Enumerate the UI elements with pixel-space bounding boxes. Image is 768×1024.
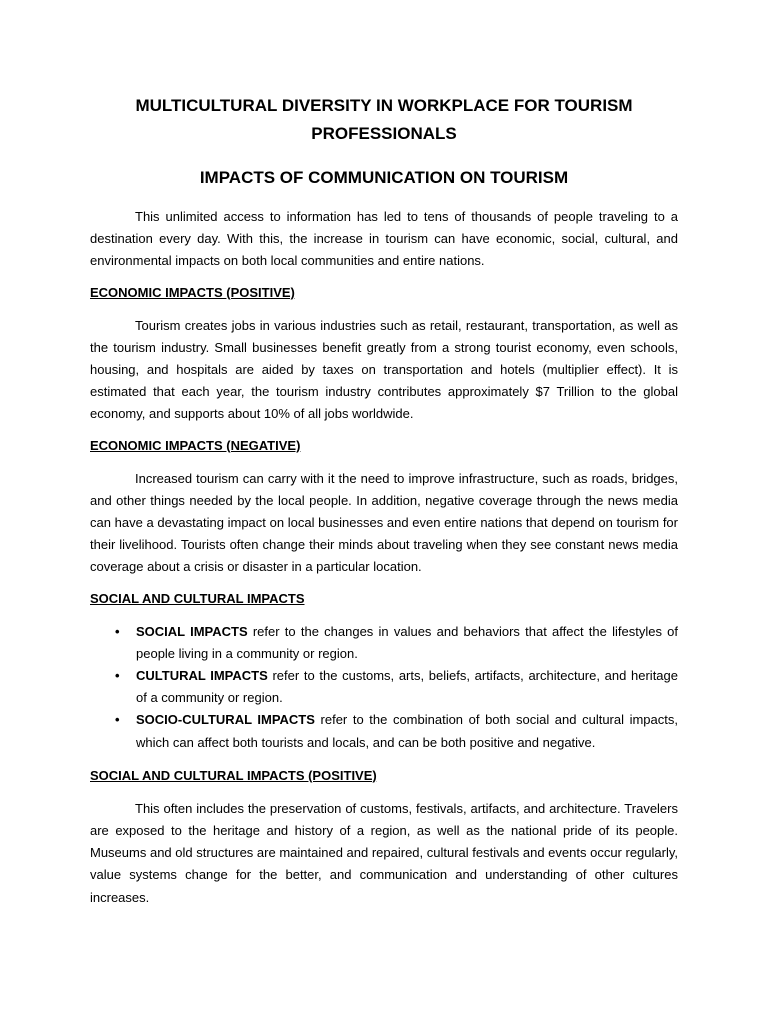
bullet-item-cultural-impacts [90,665,678,709]
section-heading-social-cultural-positive: SOCIAL AND CULTURAL IMPACTS (POSITIVE) [90,767,377,783]
bullet-icon: • [115,668,120,684]
document-title-line-2: PROFESSIONALS [311,124,457,143]
section-paragraph-social-cultural-positive: This often includes the preservation of customs, festivals, artifacts, and architecture. Travelers are exposed to the heritage and history of a region, as well as the national pride of its people. Museums and old structures are maintained and repaired, cultural festivals and events occur regularly, value systems change for the better, and communication and understanding of other cultures increases. [90,800,678,905]
bullet-text: refer to the customs, arts, beliefs, artifacts, architecture, and heritage of a community or region. [136,668,678,706]
bullet-text: refer to the changes in values and behaviors that affect the lifestyles of people living in a community or region. [136,623,678,661]
section-paragraph-economic-negative: Increased tourism can carry with it the need to improve infrastructure, such as roads, bridges, and other things needed by the local people. In addition, negative coverage through the news media can have a devastating impact on local businesses and even entire nations that depend on tourism for their livelihood. Tourists often change their minds about traveling when they see constant news media coverage about a crisis or disaster in a particular location. [90,470,678,575]
social-cultural-bullet-list [90,621,678,754]
bullet-icon: • [115,623,120,639]
bullet-item-socio-cultural-impacts [90,709,678,753]
intro-paragraph: This unlimited access to information has led to tens of thousands of people traveling to a destination every day. With this, the increase in tourism can have economic, social, cultural, and environmental impacts on both local communities and entire nations. [90,209,678,269]
bullet-item-social-impacts [90,621,678,665]
bullet-icon: • [115,712,120,728]
bullet-term: SOCIO-CULTURAL IMPACTS [136,712,315,728]
document-subtitle: IMPACTS OF COMMUNICATION ON TOURISM [199,168,569,187]
bullet-text: refer to the combination of both social and cultural impacts, which can affect both tourists and locals, and can be both positive and negative. [136,712,678,750]
document-title-line-1: MULTICULTURAL DIVERSITY IN WORKPLACE FOR TOURISM [135,96,633,115]
section-heading-social-cultural: SOCIAL AND CULTURAL IMPACTS [90,590,305,606]
document-title [90,92,678,148]
bullet-term: CULTURAL IMPACTS [136,668,268,684]
section-heading-economic-positive: ECONOMIC IMPACTS (POSITIVE) [90,284,295,300]
section-heading-economic-negative: ECONOMIC IMPACTS (NEGATIVE) [90,437,301,453]
bullet-term: SOCIAL IMPACTS [136,623,248,639]
section-paragraph-economic-positive: Tourism creates jobs in various industries such as retail, restaurant, transportation, as well as the tourism industry. Small businesses benefit greatly from a strong tourist economy, even schools, housing, and hospitals are aided by taxes on transportation and hotels (multiplier effect). It is estimated that each year, the tourism industry contributes approximately $7 Trillion to the global economy, and supports about 10% of all jobs worldwide. [90,317,678,422]
